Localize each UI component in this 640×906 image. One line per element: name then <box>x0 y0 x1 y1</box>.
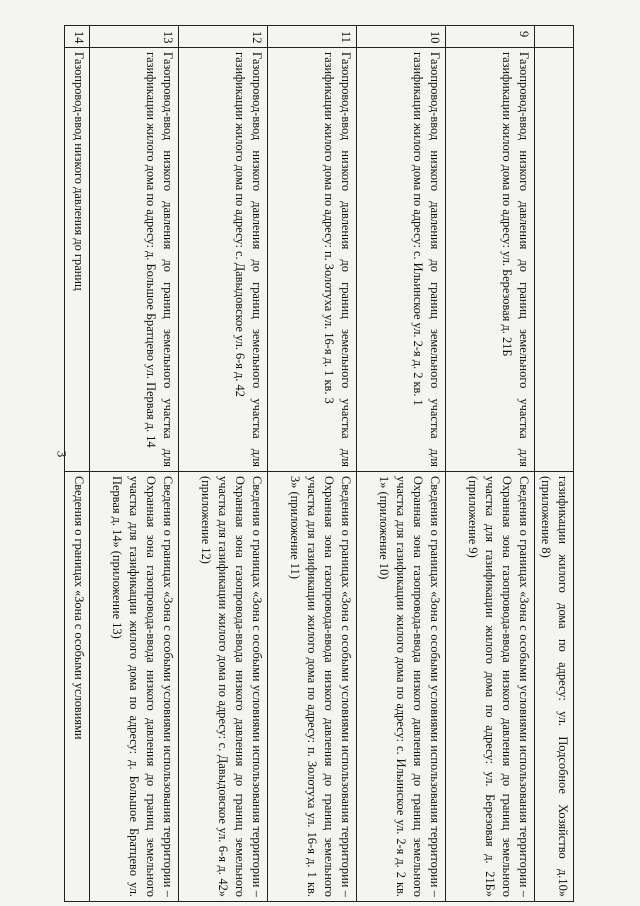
row-number-cell: 13 <box>90 26 179 48</box>
row-number-cell: 11 <box>268 26 357 48</box>
info-cell: Сведения о границах «Зона с особыми условиями использования территории – Охранная зона газопровода-ввода низкого давления до границ земельного участка для газификации жилого дома по адресу: ул. Березовая д. 21Б» (приложение 9) <box>446 472 535 902</box>
table-row <box>65 26 90 902</box>
object-cell: Газопровод-ввод низкого давления до границ земельного участка для газификации жилого дома по адресу: с. Давыдовское ул. 6-я д. 42 <box>179 48 268 472</box>
info-cell: газификации жилого дома по адресу: ул. Подсобное Хозяйство д.10» (приложение 8) <box>535 472 574 902</box>
object-cell: Газопровод-ввод низкого давления до границ земельного участка для газификации жилого дома по адресу: с. Ильинское ул. 2-я д. 2 кв. 1 <box>357 48 446 472</box>
table-row <box>179 26 268 902</box>
object-cell: Газопровод-ввод низкого давления до границ земельного участка для газификации жилого дома по адресу: ул. Березовая д. 21Б <box>446 48 535 472</box>
table-row <box>446 26 535 902</box>
table-row <box>90 26 179 902</box>
row-number-cell: 14 <box>65 26 90 48</box>
object-cell: Газопровод-ввод низкого давления до границ <box>65 48 90 472</box>
info-cell: Сведения о границах «Зона с особыми условиями <box>65 472 90 902</box>
row-number-cell: 10 <box>357 26 446 48</box>
row-number-cell: 9 <box>446 26 535 48</box>
info-cell: Сведения о границах «Зона с особыми условиями использования территории – Охранная зона газопровода-ввода низкого давления до границ земельного участка для газификации жилого дома по адресу: с. Давыдовское ул. 6-я д. 42» (приложение 12) <box>179 472 268 902</box>
table-row <box>268 26 357 902</box>
info-cell: Сведения о границах «Зона с особыми условиями использования территории – Охранная зона газопровода-ввода низкого давления до границ земельного участка для газификации жилого дома по адресу: п. Золотуха ул. 16-я д. 1 кв. 3» (приложение 11) <box>268 472 357 902</box>
info-cell: Сведения о границах «Зона с особыми условиями использования территории – Охранная зона газопровода-ввода низкого давления до границ земельного участка для газификации жилого дома по адресу: д. Большое Братцево ул. Первая д. 14» (приложение 13) <box>90 472 179 902</box>
table-row <box>535 26 574 902</box>
table-row <box>357 26 446 902</box>
object-cell <box>535 48 574 472</box>
rotated-document-sheet <box>72 25 574 901</box>
object-cell: Газопровод-ввод низкого давления до границ земельного участка для газификации жилого дома по адресу: п. Золотуха ул. 16-я д. 1 кв. 3 <box>268 48 357 472</box>
row-number-cell <box>535 26 574 48</box>
object-cell: Газопровод-ввод низкого давления до границ земельного участка для газификации жилого дома по адресу: д. Большое Братцево ул. Первая д. 14 <box>90 48 179 472</box>
row-number-cell: 12 <box>179 26 268 48</box>
info-cell: Сведения о границах «Зона с особыми условиями использования территории – Охранная зона газопровода-ввода низкого давления до границ земельного участка для газификации жилого дома по адресу: с. Ильинское ул. 2-я д. 2 кв. 1» (приложение 10) <box>357 472 446 902</box>
zones-table <box>64 25 574 902</box>
page-number: 3 <box>54 450 70 458</box>
